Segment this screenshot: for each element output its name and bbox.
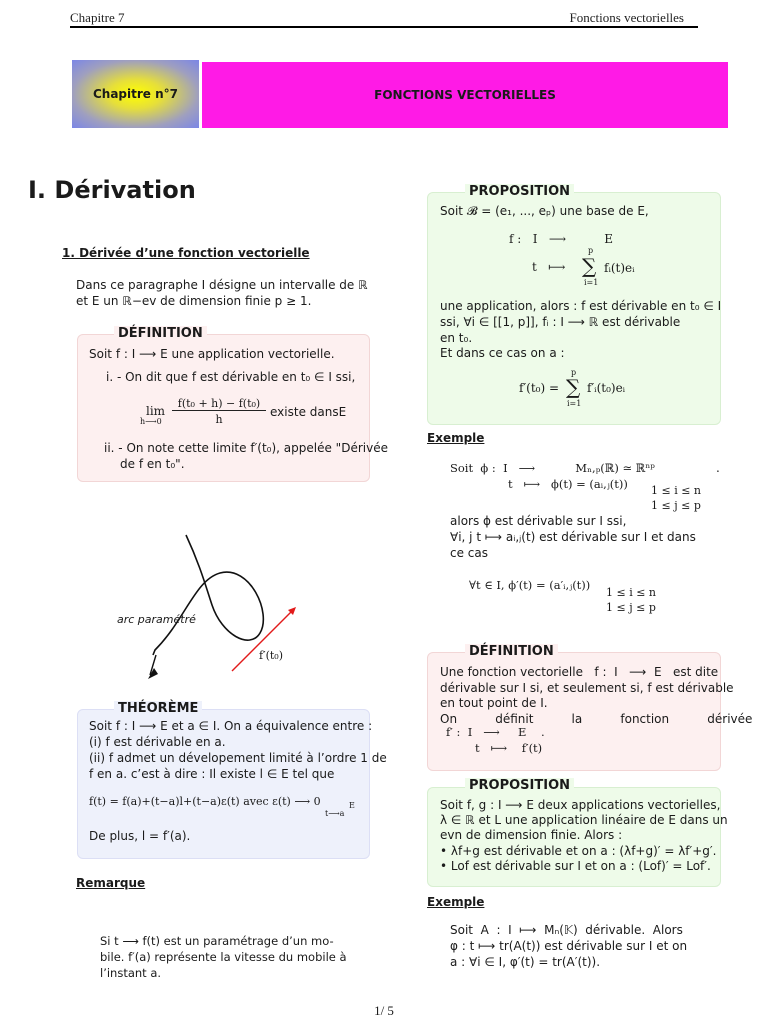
index-range: 1 ≤ j ≤ p — [606, 601, 656, 614]
chapter-title-banner — [202, 62, 728, 128]
derivative-lhs: f′(t₀) = — [519, 381, 560, 395]
index-range: 1 ≤ i ≤ n — [606, 586, 657, 599]
curve-arrowhead — [148, 668, 158, 679]
proposition-line: • Lof est dérivable sur I et on a : (Lof)′ = Lof′. — [440, 859, 711, 873]
header-title: Fonctions vectorielles — [569, 10, 684, 25]
proposition-line: • λf+g est dérivable et on a : (λf+g)′ = λf′+g′. — [440, 844, 717, 858]
remark-text — [100, 933, 347, 981]
proposition-line: une application, alors : f est dérivable en t₀ ∈ I — [440, 299, 722, 313]
proposition-line: evn de dimension finie. Alors : — [440, 828, 623, 842]
index-range: 1 ≤ j ≤ p — [651, 499, 701, 512]
theorem-title: THÉORÈME — [114, 701, 202, 716]
chapter-badge — [72, 60, 199, 128]
example-line: Soit A : I ⟼ Mₙ(𝕂) dérivable. Alors — [450, 923, 683, 937]
proposition-map: t ⟼ — [532, 260, 566, 274]
definition-title: DÉFINITION — [114, 326, 207, 341]
header-rule — [70, 26, 698, 28]
example-line: ce cas — [450, 546, 488, 560]
example-map: t ⟼ ϕ(t) = (aᵢ,ⱼ(t)) — [508, 477, 628, 491]
sum-upper: p — [588, 246, 594, 255]
theorem-formula-limit: t⟶a — [325, 809, 345, 818]
arc-label: arc paramétré — [117, 613, 196, 626]
subsection-title: 1. Dérivée d’une fonction vectorielle — [62, 246, 310, 260]
example-title: Exemple — [427, 895, 485, 909]
derivative-rhs: f′ᵢ(t₀)eᵢ — [587, 381, 626, 395]
example-period: . — [716, 461, 720, 475]
tangent-vector — [232, 611, 292, 671]
definition-item: ii. - On note cette limite f′(t₀), appelée "Dérivée — [104, 441, 388, 455]
remark-line: l’instant a. — [100, 966, 162, 980]
sum-sign: ∑ — [566, 375, 581, 399]
definition-map: f′ : I ⟶ E . — [446, 725, 545, 739]
theorem-formula-subscript-e: E — [349, 801, 355, 810]
definition-item: i. - On dit que f est dérivable en t₀ ∈ I ssi, — [106, 370, 356, 384]
arc-curve — [153, 535, 263, 655]
limit-exists-text: existe dansE — [270, 405, 347, 419]
definition-line: On définit la fonction dérivée — [440, 712, 753, 726]
chapter-title-label: FONCTIONS VECTORIELLES — [374, 88, 556, 102]
tangent-label: f′(t₀) — [259, 649, 283, 662]
proposition-line: λ ∈ ℝ et L une application linéaire de E dans un — [440, 813, 728, 827]
example-line: a : ∀i ∈ I, φ′(t) = tr(A′(t)). — [450, 955, 601, 969]
sum-lower: i=1 — [584, 278, 599, 287]
definition-line: en tout point de I. — [440, 696, 548, 710]
theorem-line: De plus, l = f′(a). — [89, 829, 191, 843]
theorem-formula: f(t) = f(a)+(t−a)l+(t−a)ε(t) avec ε(t) ⟶ 0 — [89, 795, 321, 808]
remark-line: bile. f′(a) représente la vitesse du mobile à — [100, 950, 347, 964]
limit-numerator: f(t₀ + h) − f(t₀) — [172, 397, 266, 411]
theorem-line: f en a. c’est à dire : Il existe l ∈ E tel que — [89, 767, 335, 781]
intro-line: et E un ℝ−ev de dimension finie p ≥ 1. — [76, 294, 312, 308]
proposition-line: ssi, ∀i ∈ [[1, p]], fᵢ : I ⟶ ℝ est dérivable — [440, 315, 681, 329]
remark-line: Si t ⟶ f(t) est un paramétrage d’un mo- — [100, 934, 334, 948]
proposition-line: en t₀. — [440, 331, 473, 345]
definition-line: Soit f : I ⟶ E une application vectorielle. — [89, 347, 335, 361]
proposition-title: PROPOSITION — [465, 778, 574, 793]
definition-map: t ⟼ f′(t) — [475, 741, 543, 755]
limit-subscript: h⟶0 — [140, 417, 162, 426]
proposition-line: Soit f, g : I ⟶ E deux applications vectorielles, — [440, 798, 721, 812]
example-equation: ∀t ∈ I, ϕ′(t) = (a′ᵢ,ⱼ(t)) — [469, 578, 591, 592]
theorem-line: (ii) f admet un dévelopement limité à l’ordre 1 de — [89, 751, 387, 765]
intro-paragraph — [76, 277, 368, 309]
proposition-map: f : I ⟶ E — [509, 232, 614, 246]
section-title: I. Dérivation — [28, 176, 196, 204]
proposition-title: PROPOSITION — [465, 184, 574, 199]
sum-upper: p — [571, 368, 577, 377]
header-chapter: Chapitre 7 — [70, 10, 125, 25]
intro-line: Dans ce paragraphe I désigne un intervalle de ℝ — [76, 278, 368, 292]
index-range: 1 ≤ i ≤ n — [651, 484, 702, 497]
definition-title: DÉFINITION — [465, 644, 558, 659]
definition-item: de f en t₀". — [120, 457, 185, 471]
example-line: alors ϕ est dérivable sur I ssi, — [450, 514, 627, 528]
page-number: 1/ 5 — [374, 1003, 394, 1018]
example-line: ∀i, j t ⟼ aᵢ,ⱼ(t) est dérivable sur I et dans — [450, 530, 696, 544]
theorem-line: (i) f est dérivable en a. — [89, 735, 226, 749]
limit-denominator: h — [215, 413, 223, 426]
theorem-line: Soit f : I ⟶ E et a ∈ I. On a équivalence entre : — [89, 719, 373, 733]
chapter-badge-label: Chapitre n°7 — [92, 87, 178, 101]
definition-line: dérivable sur I si, et seulement si, f est dérivable — [440, 681, 734, 695]
proposition-line: Soit 𝓑 = (e₁, ..., eₚ) une base de E, — [440, 204, 649, 218]
sum-sign: ∑ — [582, 254, 597, 278]
example-map: Soit ϕ : I ⟶ Mₙ,ₚ(ℝ) ≃ ℝⁿᵖ — [450, 461, 655, 475]
example-title: Exemple — [427, 431, 485, 445]
parametric-curve-figure — [100, 525, 320, 695]
limit-label: lim — [146, 404, 166, 418]
example-line: φ : t ⟼ tr(A(t)) est dérivable sur I et on — [450, 939, 688, 953]
proposition-line: Et dans ce cas on a : — [440, 346, 565, 360]
definition-line: Une fonction vectorielle f : I ⟶ E est dite — [440, 665, 719, 679]
remark-title: Remarque — [76, 876, 146, 890]
sum-expression: fᵢ(t)eᵢ — [604, 261, 635, 275]
sum-lower: i=1 — [567, 399, 582, 408]
